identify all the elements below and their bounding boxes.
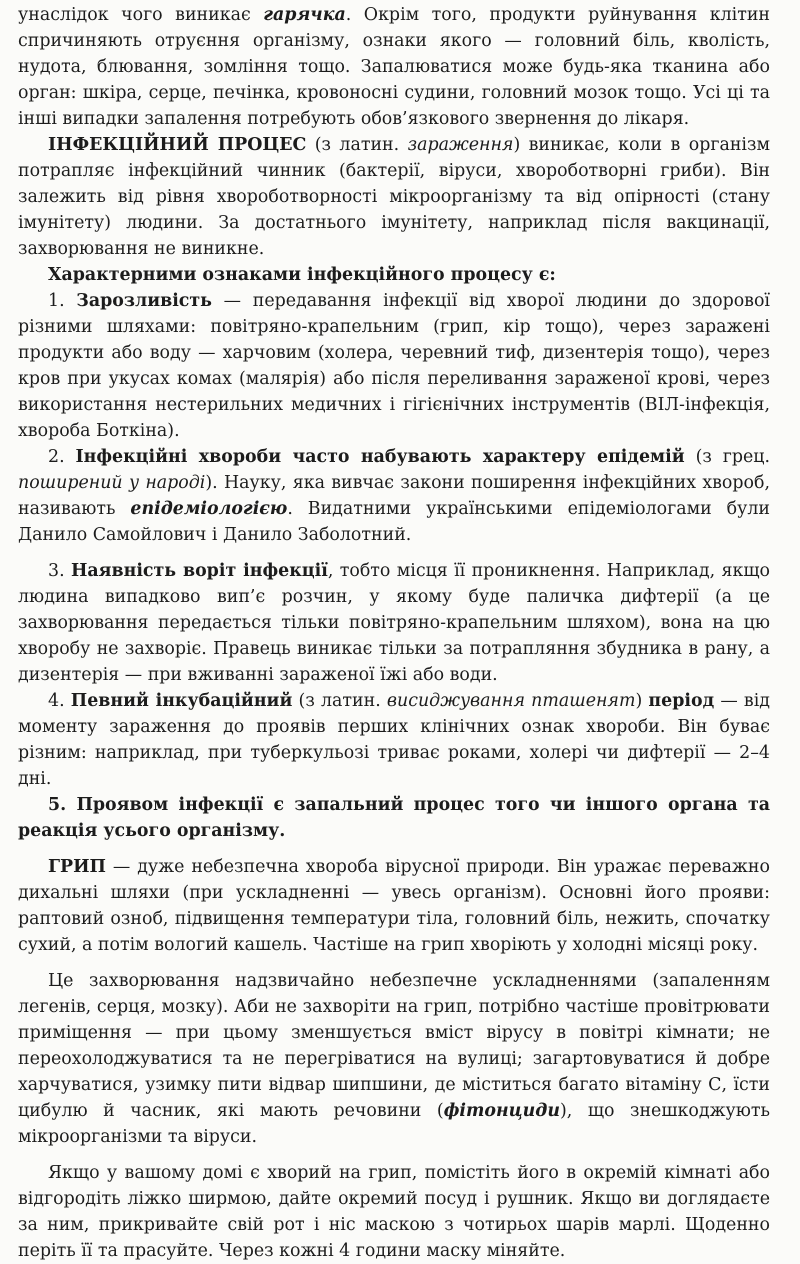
term-epidemiology: епідеміологією [130, 499, 288, 519]
list-item-infection-gates: 3. Наявність воріт інфекції, тобто місця її проникнення. Наприклад, якщо людина випадково вип’є розчин, у якому буде паличка дифтерії (а це захворювання передається тільки повітряно-крапельним шляхом), вона на цю хворобу не захворіє. Правець виникає тільки за потрапляння збудника в рану, а дизентерія — при вживанні зараженої їжі або води. [18, 561, 770, 685]
greek-translation: поширений у народі [18, 473, 206, 493]
term-flu: ГРИП [48, 857, 106, 877]
paragraph-infectious-process: ІНФЕКЦІЙНИЙ ПРОЦЕС (з латин. зараження) виникає, коли в організм потрапляє інфекційний чинник (бактерії, віруси, хвороботворні гриби). Він залежить від рівня хвороботворності мікроорганізму та від опірності (стану імунітету) людини. За достатнього імунітету, наприклад після вакцинації, захворювання не виникне. [18, 135, 770, 259]
paragraph-flu-prevention: Це захворювання надзвичайно небезпечне ускладненнями (запаленням легенів, серця, мозку). Аби не захворіти на грип, потрібно частіше провітрювати приміщення — при цьому зменшується вміст вірусу в повітрі кімнати; не переохолоджуватися та не перегріватися на вулиці; загартовуватися й добре харчуватися, узимку пити відвар шипшини, де міститься багато вітаміну С, їсти цибулю й часник, які мають речовини (фітонциди), що знешкоджують мікроорганізми та віруси. [18, 971, 770, 1147]
list-item-incubation-period: 4. Певний інкубаційний (з латин. висиджування пташенят) період — від моменту зараження до проявів перших клінічних ознак хвороби. Він буває різним: наприклад, при туберкульозі триває роками, холері чи дифтерії — 2–4 дні. [18, 691, 770, 789]
term-incubation: Певний інкубаційний [70, 691, 293, 711]
list-heading: Характерними ознаками інфекційного процесу є: [48, 265, 556, 285]
paragraph-inflammation-consequences: унаслідок чого виникає гарячка. Окрім того, продукти руйнування клітин спричиняють отруєння організму, ознаки якого — головний біль, кволість, нудота, блювання, зомління тощо. Запалюватися може будь-яка тканина або орган: шкіра, серце, печінка, кровоносні судини, головний мозок тощо. Усі ці та інші випадки запалення потребують обов’язкового звернення до лікаря. [18, 5, 770, 129]
term-infectious-process: ІНФЕКЦІЙНИЙ ПРОЦЕС [48, 135, 307, 155]
term-epidemics: Інфекційні хвороби часто набувають характеру епідемій [75, 447, 685, 467]
term-contagiousness: Зарозливість [76, 291, 212, 311]
term-garyachka: гарячка [263, 5, 346, 25]
list-item-epidemics: 2. Інфекційні хвороби часто набувають характеру епідемій (з грец. поширений у народі). Науку, яка вивчає закони поширення інфекційних хвороб, називають епідеміологією. Видатними українськими епідеміологами були Данило Самойлович і Данило Заболотний. [18, 447, 770, 545]
paragraph-flu: ГРИП — дуже небезпечна хвороба вірусної природи. Він уражає переважно дихальні шляхи (при ускладненні — увесь організм). Основні його прояви: раптовий озноб, підвищення температури тіла, головний біль, нежить, спочатку сухий, а потім вологий кашель. Частіше на грип хворіють у холодні місяці року. [18, 857, 770, 955]
term-infection-gates: Наявність воріт інфекції [70, 561, 328, 581]
latin-translation: зараження [407, 135, 514, 155]
list-item-contagiousness: 1. Зарозливість — передавання інфекції від хворої людини до здорової різними шляхами: повітряно-крапельним (грип, кір тощо), через заражені продукти або воду — харчовим (холера, черевний тиф, дизентерія тощо), через кров при укусах комах (малярія) або після переливання зараженої крові, через використання нестерильних медичних і гігієнічних інструментів (ВІЛ-інфекція, хвороба Боткіна). [18, 291, 770, 441]
term-phytoncides: фітонциди [443, 1101, 561, 1121]
paragraph-flu-care: Якщо у вашому домі є хворий на грип, помістіть його в окремій кімнаті або відгородіть ліжко ширмою, дайте окремий посуд і рушник. Якщо ви доглядаєте за ним, прикривайте свій рот і ніс маскою з чотирьох шарів марлі. Щоденно періть її та прасуйте. Через кожні 4 години маску міняйте. [18, 1163, 770, 1261]
list-item-inflammatory-process: 5. Проявом інфекції є запальний процес того чи іншого органа та реакція усього організму. [18, 795, 770, 841]
latin-translation-incubation: висиджування пташенят [386, 691, 636, 711]
term-period: період [648, 691, 715, 711]
